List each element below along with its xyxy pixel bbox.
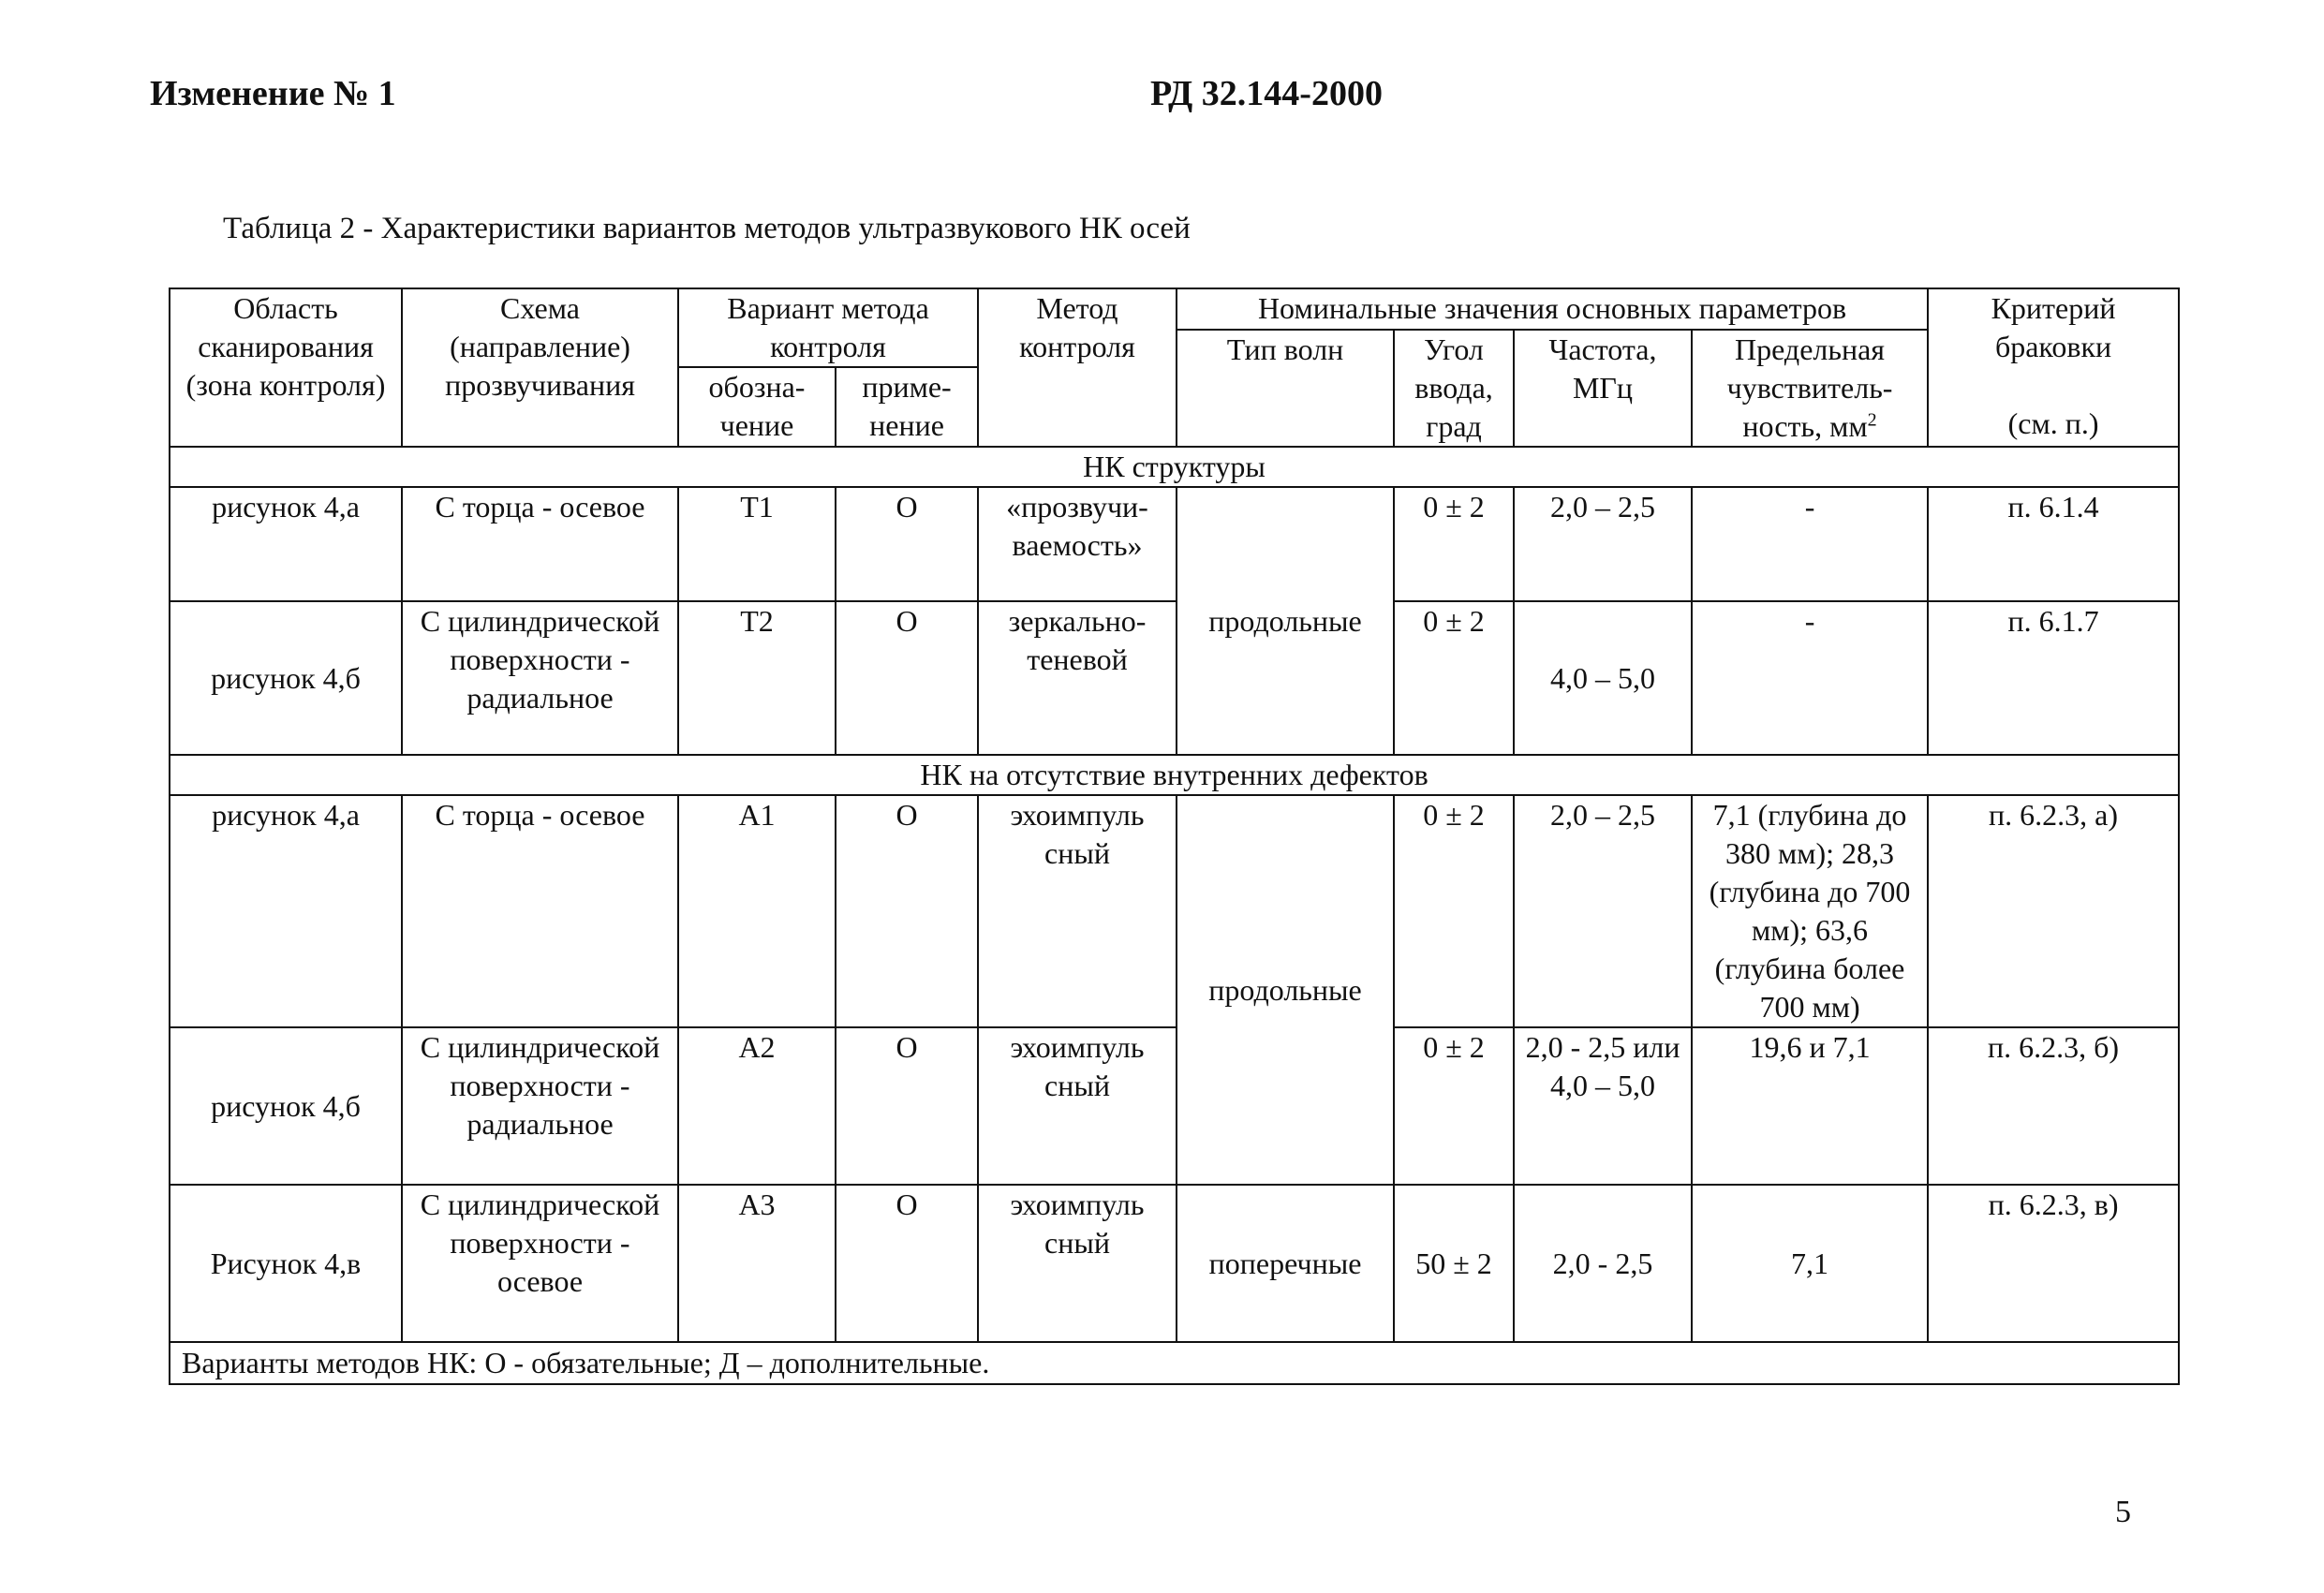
table-caption: Таблица 2 - Характеристики вариантов методов ультразвукового НК осей [223, 212, 1191, 245]
cell-method: эхоимпуль сный [978, 1185, 1177, 1342]
col-header-nominal: Номинальные значения основных параметров [1177, 288, 1928, 330]
cell-scheme: С цилиндрической поверхности - радиальное [402, 601, 678, 755]
cell-frequency: 2,0 - 2,5 или 4,0 – 5,0 [1514, 1027, 1692, 1185]
cell-area: рисунок 4,а [170, 487, 402, 601]
col-header-area: Область сканирования (зона контроля) [170, 288, 402, 447]
cell-criterion: п. 6.2.3, в) [1928, 1185, 2179, 1342]
section-row-defects [170, 755, 2179, 795]
cell-method: «прозвучи-ваемость» [978, 487, 1177, 601]
cell-application: О [836, 795, 978, 1027]
cell-application: О [836, 487, 978, 601]
table-footnote: Варианты методов НК: О - обязательные; Д – дополнительные. [170, 1342, 2179, 1384]
col-header-frequency: Частота, МГц [1514, 330, 1692, 447]
cell-designation: А2 [678, 1027, 836, 1185]
sensitivity-label: Предельная чувствитель-ность, мм [1726, 332, 1893, 443]
cell-sensitivity: 19,6 и 7,1 [1692, 1027, 1928, 1185]
cell-angle: 0 ± 2 [1394, 1027, 1514, 1185]
table-row [170, 601, 2179, 755]
col-header-designation: обозна-чение [678, 367, 836, 447]
cell-scheme: С цилиндрической поверхности - осевое [402, 1185, 678, 1342]
cell-angle: 0 ± 2 [1394, 601, 1514, 755]
cell-designation: Т1 [678, 487, 836, 601]
characteristics-table [169, 288, 2180, 1385]
cell-sensitivity: - [1692, 601, 1928, 755]
sensitivity-superscript: 2 [1867, 409, 1877, 431]
col-header-method: Метод контроля [978, 288, 1177, 447]
cell-sensitivity: 7,1 (глубина до 380 мм); 28,3 (глубина до 700 мм); 63,6 (глубина более 700 мм) [1692, 795, 1928, 1027]
cell-scheme: С торца - осевое [402, 487, 678, 601]
section-row-structure [170, 447, 2179, 487]
col-header-variant: Вариант метода контроля [678, 288, 978, 367]
cell-criterion: п. 6.2.3, б) [1928, 1027, 2179, 1185]
cell-designation: Т2 [678, 601, 836, 755]
section-title: НК структуры [170, 447, 2179, 487]
col-header-wave-type: Тип волн [1177, 330, 1394, 447]
cell-angle: 0 ± 2 [1394, 795, 1514, 1027]
col-header-sensitivity [1692, 330, 1928, 447]
cell-area: рисунок 4,б [170, 1027, 402, 1185]
cell-angle: 0 ± 2 [1394, 487, 1514, 601]
cell-method: зеркально-теневой [978, 601, 1177, 755]
page-number: 5 [2115, 1495, 2131, 1529]
col-header-angle: Угол ввода, град [1394, 330, 1514, 447]
cell-method: эхоимпуль сный [978, 1027, 1177, 1185]
cell-wave-type: продольные [1177, 795, 1394, 1185]
cell-area: рисунок 4,а [170, 795, 402, 1027]
col-header-application: приме-нение [836, 367, 978, 447]
cell-frequency: 2,0 – 2,5 [1514, 487, 1692, 601]
footnote-row [170, 1342, 2179, 1384]
cell-application: О [836, 1185, 978, 1342]
cell-sensitivity: - [1692, 487, 1928, 601]
cell-area: рисунок 4,б [170, 601, 402, 755]
cell-sensitivity: 7,1 [1692, 1185, 1928, 1342]
table-row [170, 1027, 2179, 1185]
criterion-ref: (см. п.) [2007, 406, 2099, 440]
cell-criterion: п. 6.1.7 [1928, 601, 2179, 755]
cell-wave-type: поперечные [1177, 1185, 1394, 1342]
cell-application: О [836, 1027, 978, 1185]
document-header-left: Изменение № 1 [150, 74, 396, 113]
cell-designation: А1 [678, 795, 836, 1027]
cell-scheme: С цилиндрической поверхности - радиальное [402, 1027, 678, 1185]
table-row [170, 1185, 2179, 1342]
col-header-scheme: Схема (направление) прозвучивания [402, 288, 678, 447]
cell-frequency: 4,0 – 5,0 [1514, 601, 1692, 755]
cell-method: эхоимпуль сный [978, 795, 1177, 1027]
criterion-label: Критерий браковки [1991, 291, 2116, 363]
table-row [170, 487, 2179, 601]
cell-scheme: С торца - осевое [402, 795, 678, 1027]
header-row-1 [170, 288, 2179, 330]
cell-application: О [836, 601, 978, 755]
cell-frequency: 2,0 – 2,5 [1514, 795, 1692, 1027]
cell-wave-type: продольные [1177, 487, 1394, 755]
cell-designation: А3 [678, 1185, 836, 1342]
col-header-criterion [1928, 288, 2179, 447]
cell-angle: 50 ± 2 [1394, 1185, 1514, 1342]
cell-criterion: п. 6.2.3, а) [1928, 795, 2179, 1027]
table-row [170, 795, 2179, 1027]
cell-area: Рисунок 4,в [170, 1185, 402, 1342]
cell-frequency: 2,0 - 2,5 [1514, 1185, 1692, 1342]
cell-criterion: п. 6.1.4 [1928, 487, 2179, 601]
section-title: НК на отсутствие внутренних дефектов [170, 755, 2179, 795]
document-header-code: РД 32.144-2000 [1150, 74, 1383, 113]
